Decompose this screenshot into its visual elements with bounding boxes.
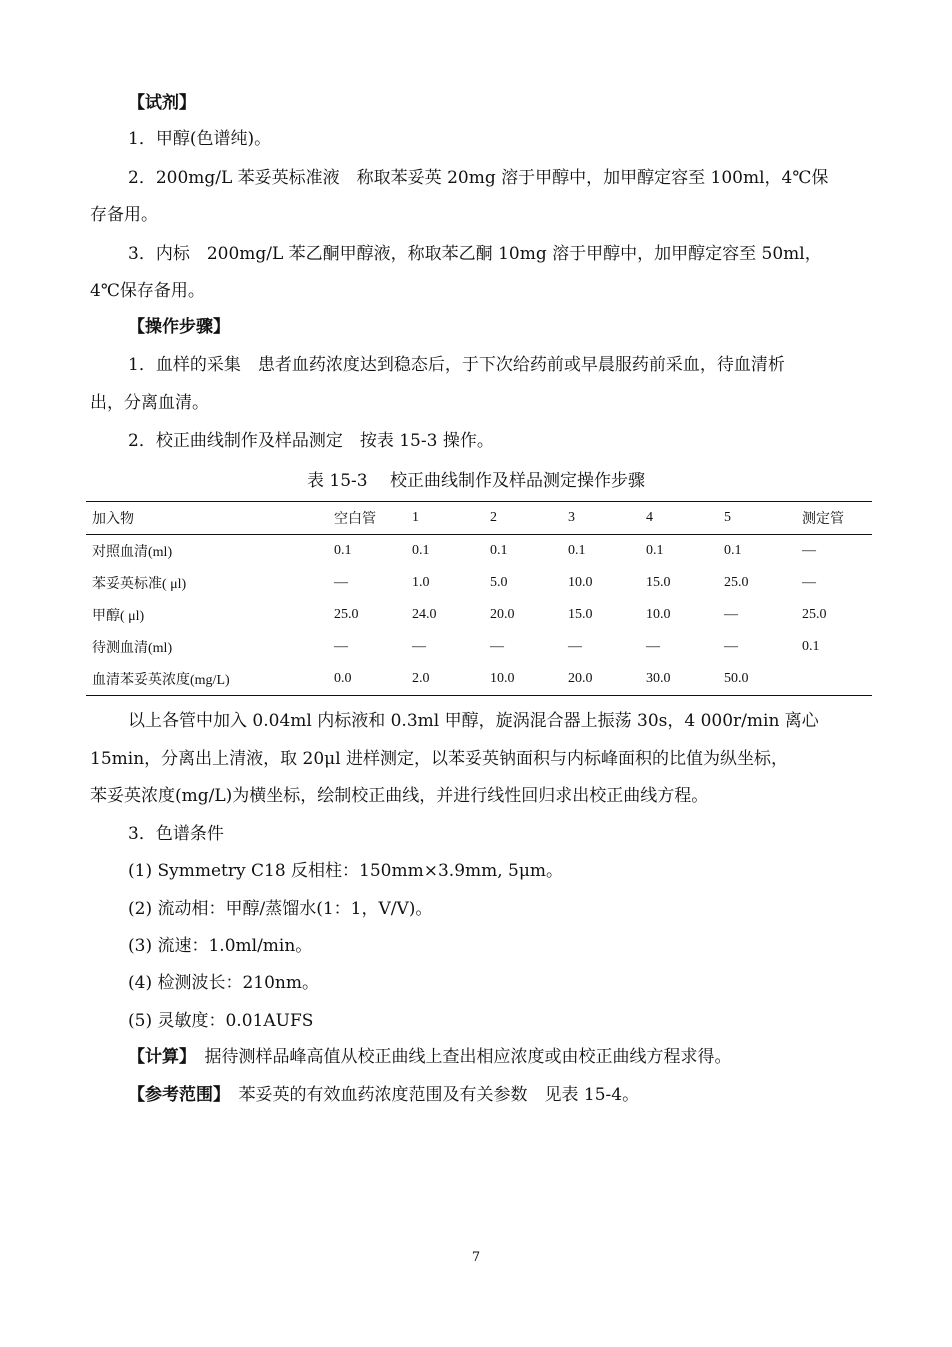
chromatography-condition-3: (3) 流速：1.0ml/min。 — [128, 936, 313, 956]
reagent-item-3-line-2: 4℃保存备用。 — [90, 281, 205, 301]
table-cell: 苯妥英标准( μl) — [92, 577, 187, 592]
table-cell: — — [334, 639, 348, 654]
reagent-item-1: 1．甲醇(色谱纯)。 — [128, 129, 272, 149]
table-header-cell: 4 — [646, 510, 653, 525]
operations-table — [86, 501, 872, 696]
table-cell: 25.0 — [802, 607, 827, 622]
procedure-heading: 【操作步骤】 — [128, 317, 230, 337]
table-cell: 1.0 — [412, 575, 430, 590]
table-header-cell: 2 — [490, 510, 497, 525]
reagent-item-2-line-2: 存备用。 — [90, 205, 158, 225]
procedure-step-1-line-2: 出，分离血清。 — [90, 393, 209, 413]
table-row — [86, 599, 872, 631]
chromatography-heading: 3．色谱条件 — [128, 824, 224, 844]
table-cell: 0.1 — [646, 543, 664, 558]
reagent-item-3-line-1: 3．内标 200mg/L 苯乙酮甲醇液，称取苯乙酮 10mg 溶于甲醇中，加甲醇定容至 50ml， — [128, 244, 822, 264]
reference-text: 苯妥英的有效血药浓度范围及有关参数 见表 15-4。 — [221, 1085, 640, 1105]
table-cell: 0.1 — [568, 543, 586, 558]
table-cell: 0.1 — [724, 543, 742, 558]
table-header-cell: 3 — [568, 510, 575, 525]
table-cell: 25.0 — [724, 575, 749, 590]
reagent-item-2-line-1: 2．200mg/L 苯妥英标准液 称取苯妥英 20mg 溶于甲醇中，加甲醇定容至 100ml，4℃保 — [128, 168, 829, 188]
table-cell: 0.1 — [802, 639, 820, 654]
table-caption: 表 15-3 校正曲线制作及样品测定操作步骤 — [307, 471, 645, 491]
after-table-line-1: 以上各管中加入 0.04ml 内标液和 0.3ml 甲醇，旋涡混合器上振荡 30s，4 000r/min 离心 — [128, 711, 819, 731]
table-cell: 0.1 — [490, 543, 508, 558]
table-cell: 50.0 — [724, 671, 749, 686]
table-cell: 0.1 — [334, 543, 352, 558]
reagents-heading: 【试剂】 — [128, 93, 196, 113]
table-cell: 血清苯妥英浓度(mg/L) — [92, 673, 230, 688]
table-cell: 20.0 — [490, 607, 515, 622]
table-header-cell: 5 — [724, 510, 731, 525]
table-cell: 10.0 — [646, 607, 671, 622]
table-cell: 24.0 — [412, 607, 437, 622]
table-cell: 对照血清(ml) — [92, 545, 173, 560]
chromatography-condition-1: (1) Symmetry C18 反相柱：150mm×3.9mm, 5μm。 — [128, 861, 564, 881]
table-cell: — — [724, 639, 738, 654]
table-cell: 10.0 — [490, 671, 515, 686]
calculation-text: 据待测样品峰高值从校正曲线上查出相应浓度或由校正曲线方程求得。 — [187, 1047, 732, 1067]
table-row — [86, 631, 872, 663]
table-row — [86, 567, 872, 599]
table-cell: 25.0 — [334, 607, 359, 622]
table-cell: 2.0 — [412, 671, 430, 686]
table-header-row — [86, 502, 872, 535]
table-cell: 10.0 — [568, 575, 593, 590]
calculation-heading: 【计算】 — [128, 1047, 188, 1067]
chromatography-condition-4: (4) 检测波长：210nm。 — [128, 973, 320, 993]
table-cell: 5.0 — [490, 575, 508, 590]
table-header-cell: 空白管 — [334, 512, 376, 527]
table-cell: 待测血清(ml) — [92, 641, 173, 656]
table-cell: — — [646, 639, 660, 654]
reference-paragraph — [128, 1084, 639, 1106]
table-cell: — — [802, 575, 816, 590]
table-cell: — — [412, 639, 426, 654]
table-cell: 0.1 — [412, 543, 430, 558]
after-table-line-2: 15min，分离出上清液，取 20μl 进样测定，以苯妥英钠面积与内标峰面积的比值为纵坐标， — [90, 749, 789, 769]
table-cell: 20.0 — [568, 671, 593, 686]
table-cell: 0.0 — [334, 671, 352, 686]
calculation-paragraph — [128, 1046, 732, 1068]
table-row — [86, 663, 872, 696]
table-cell: 15.0 — [568, 607, 593, 622]
table-cell: 30.0 — [646, 671, 671, 686]
page-number: 7 — [471, 1250, 481, 1265]
table-cell — [796, 663, 872, 696]
table-cell: 甲醇( μl) — [92, 609, 145, 624]
table-cell: — — [802, 543, 816, 558]
table-header-cell: 加入物 — [92, 512, 134, 527]
table-cell: — — [724, 607, 738, 622]
table-header-cell: 测定管 — [802, 512, 844, 527]
table-cell: — — [334, 575, 348, 590]
procedure-step-1-line-1: 1．血样的采集 患者血药浓度达到稳态后，于下次给药前或早晨服药前采血，待血清析 — [128, 355, 785, 375]
procedure-step-2: 2．校正曲线制作及样品测定 按表 15-3 操作。 — [128, 431, 494, 451]
table-cell: — — [568, 639, 582, 654]
chromatography-condition-2: (2) 流动相：甲醇/蒸馏水(1：1，V/V)。 — [128, 899, 433, 919]
reference-heading: 【参考范围】 — [128, 1085, 222, 1105]
after-table-line-3: 苯妥英浓度(mg/L)为横坐标，绘制校正曲线，并进行线性回归求出校正曲线方程。 — [90, 786, 709, 806]
table-row — [86, 535, 872, 568]
table-cell: 15.0 — [646, 575, 671, 590]
chromatography-condition-5: (5) 灵敏度：0.01AUFS — [128, 1011, 314, 1031]
table-cell: — — [490, 639, 504, 654]
table-header-cell: 1 — [412, 510, 419, 525]
